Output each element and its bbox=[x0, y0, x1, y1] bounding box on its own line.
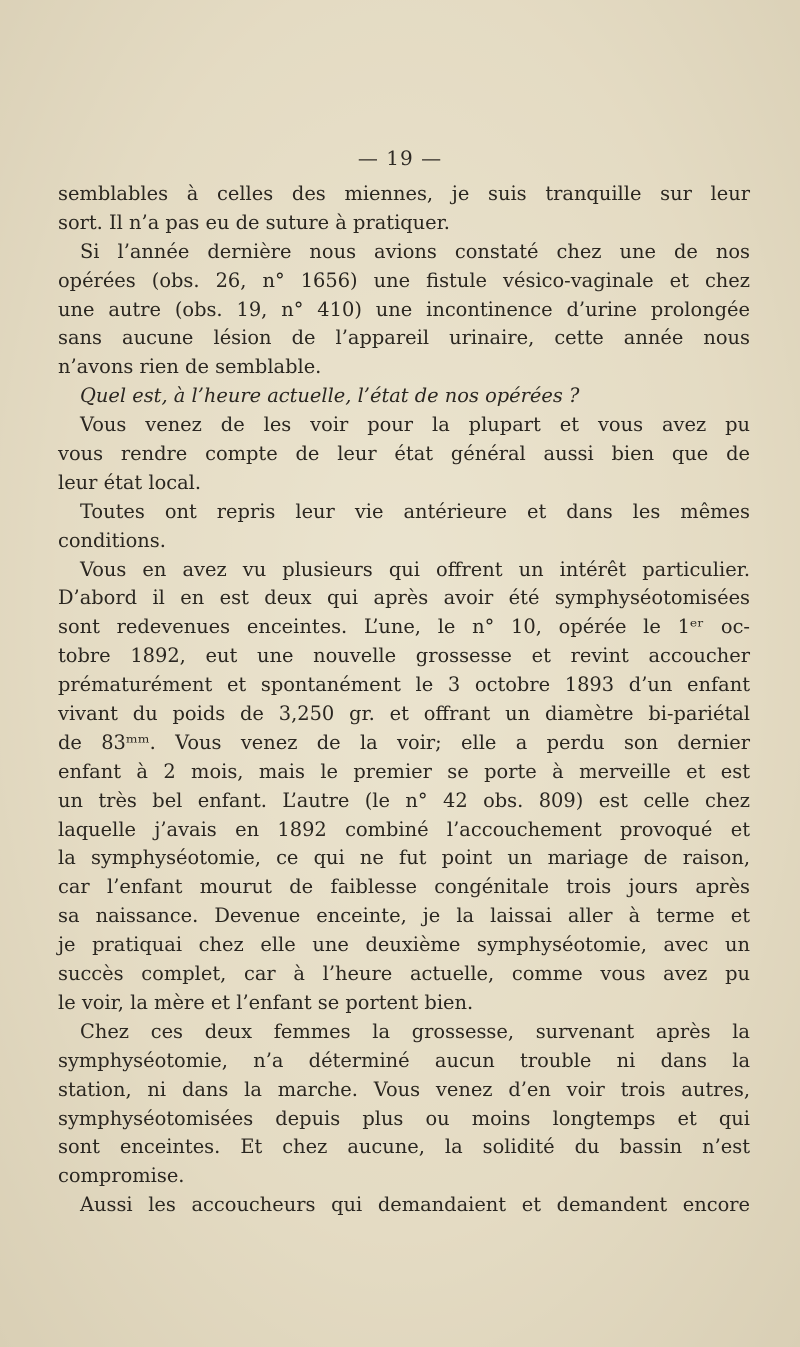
text-line: Aussi les accoucheurs qui demandaient et demandent encore bbox=[80, 1193, 750, 1217]
text-line: le voir, la mère et l’enfant se portent bien. bbox=[58, 990, 474, 1014]
text-line: vous rendre compte de leur état général aussi bien que de bbox=[58, 442, 750, 466]
page-number: — 19 — bbox=[357, 146, 443, 170]
text-line: conditions. bbox=[58, 528, 166, 552]
text-line: Si l’année dernière nous avions constaté chez une de nos bbox=[80, 239, 750, 263]
text-line: sans aucune lésion de l’appareil urinaire, cette année nous bbox=[58, 326, 750, 350]
text-line: sont redevenues enceintes. L’une, le n° 10, opérée le 1ᵉʳ oc- bbox=[58, 615, 750, 639]
text-line: car l’enfant mourut de faiblesse congénitale trois jours après bbox=[58, 875, 750, 899]
text-line: succès complet, car à l’heure actuelle, comme vous avez pu bbox=[58, 962, 750, 986]
text-line: sa naissance. Devenue enceinte, je la laissai aller à terme et bbox=[58, 904, 750, 928]
body-text bbox=[58, 180, 750, 1220]
text-line: D’abord il en est deux qui après avoir été symphyséotomisées bbox=[58, 586, 750, 610]
text-line: semblables à celles des miennes, je suis tranquille sur leur bbox=[58, 182, 750, 205]
text-line: Chez ces deux femmes la grossesse, survenant après la bbox=[80, 1019, 750, 1043]
text-line: Quel est, à l’heure actuelle, l’état de nos opérées ? bbox=[80, 384, 580, 408]
text-line: tobre 1892, eut une nouvelle grossesse et revint accoucher bbox=[58, 644, 750, 668]
text-line: n’avons rien de semblable. bbox=[58, 355, 322, 379]
text-line: une autre (obs. 19, n° 410) une incontinence d’urine prolongée bbox=[58, 297, 750, 321]
text-line: un très bel enfant. L’autre (le n° 42 obs. 809) est celle chez bbox=[58, 788, 750, 812]
text-line: de 83ᵐᵐ. Vous venez de la voir; elle a perdu son dernier bbox=[58, 730, 750, 754]
text-line: Toutes ont repris leur vie antérieure et dans les mêmes bbox=[80, 499, 750, 523]
text-line: symphyséotomisées depuis plus ou moins longtemps et qui bbox=[58, 1106, 750, 1130]
text-line: enfant à 2 mois, mais le premier se porte à merveille et est bbox=[58, 759, 750, 783]
text-line: compromise. bbox=[58, 1164, 185, 1188]
text-line: opérées (obs. 26, n° 1656) une fistule vésico-vaginale et chez bbox=[58, 268, 750, 292]
text-line: laquelle j’avais en 1892 combiné l’accouchement provoqué et bbox=[58, 817, 750, 841]
text-line: sont enceintes. Et chez aucune, la solidité du bassin n’est bbox=[58, 1135, 750, 1159]
text-line: station, ni dans la marche. Vous venez d’en voir trois autres, bbox=[58, 1077, 750, 1101]
text-line: symphyséotomie, n’a déterminé aucun trouble ni dans la bbox=[58, 1048, 750, 1072]
text-line: sort. Il n’a pas eu de suture à pratiquer. bbox=[58, 210, 450, 234]
text-line: leur état local. bbox=[58, 470, 202, 494]
text-line: Vous venez de les voir pour la plupart et vous avez pu bbox=[80, 413, 750, 437]
text-line: prématurément et spontanément le 3 octobre 1893 d’un enfant bbox=[58, 673, 750, 697]
text-line: la symphyséotomie, ce qui ne fut point un mariage de raison, bbox=[58, 846, 750, 870]
text-line: Vous en avez vu plusieurs qui offrent un intérêt particulier. bbox=[80, 557, 750, 581]
text-line: vivant du poids de 3,250 gr. et offrant un diamètre bi-pariétal bbox=[58, 702, 750, 726]
text-line: je pratiquai chez elle une deuxième symphyséotomie, avec un bbox=[58, 933, 750, 957]
